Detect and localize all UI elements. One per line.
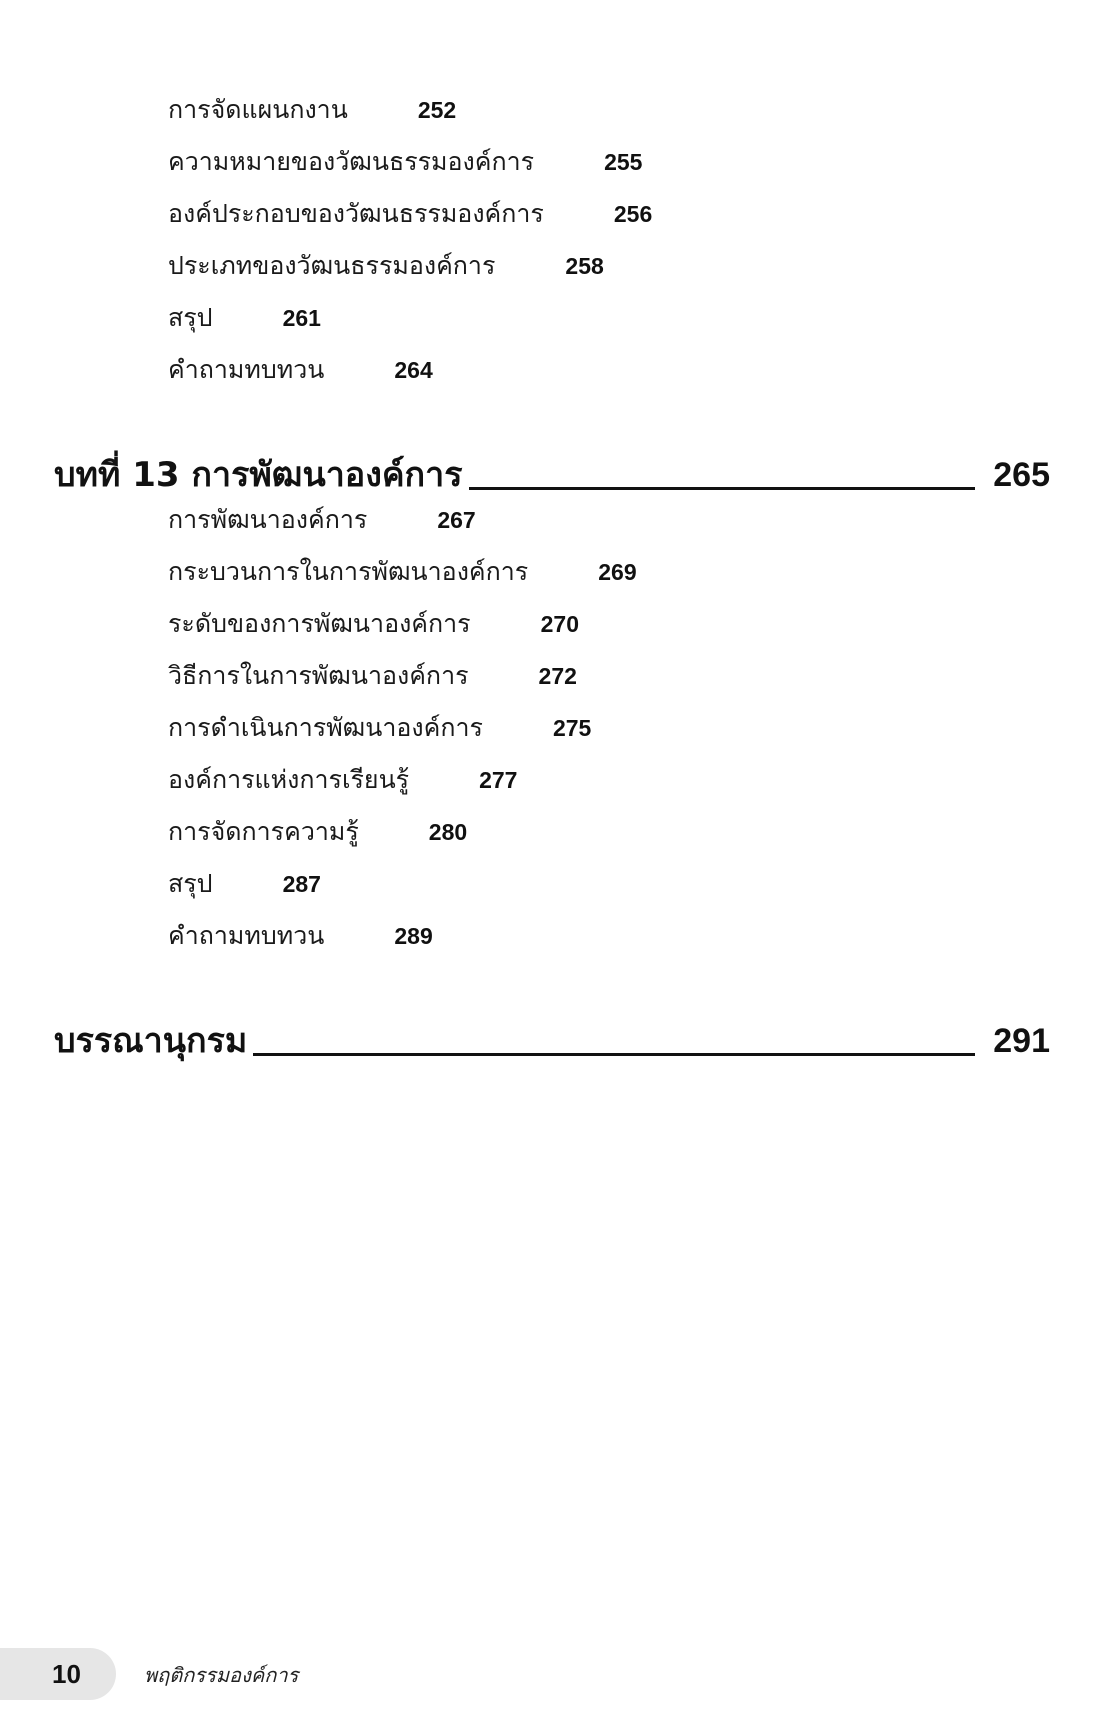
toc-entry[interactable] bbox=[168, 298, 321, 338]
toc-entry[interactable] bbox=[168, 500, 476, 540]
toc-entry-title: กระบวนการในการพัฒนาองค์การ bbox=[168, 557, 529, 586]
toc-bibliography[interactable] bbox=[54, 1006, 1050, 1062]
toc-entry[interactable] bbox=[168, 194, 652, 234]
toc-entry-page: 258 bbox=[565, 252, 604, 279]
toc-entry-title: ความหมายของวัฒนธรรมองค์การ bbox=[168, 147, 535, 176]
toc-entry[interactable] bbox=[168, 552, 637, 592]
toc-entry-title: องค์ประกอบของวัฒนธรรมองค์การ bbox=[168, 199, 544, 228]
toc-entry[interactable] bbox=[168, 656, 577, 696]
toc-entry-page: 275 bbox=[552, 714, 592, 741]
footer-page-number: 10 bbox=[52, 1659, 81, 1689]
chapter-leader-line bbox=[469, 487, 976, 490]
toc-entry[interactable] bbox=[168, 708, 591, 748]
toc-entry-page: 269 bbox=[598, 558, 637, 585]
bibliography-leader-line bbox=[253, 1053, 975, 1056]
toc-entry-title: คำถามทบทวน bbox=[168, 355, 325, 384]
toc-entry[interactable] bbox=[168, 350, 433, 390]
toc-entry[interactable] bbox=[168, 90, 456, 130]
toc-entry-page: 255 bbox=[604, 148, 643, 175]
toc-entry-title: องค์การแห่งการเรียนรู้ bbox=[168, 765, 410, 794]
chapter-page: 265 bbox=[993, 456, 1050, 494]
chapter-title: บทที่ 13 การพัฒนาองค์การ bbox=[54, 455, 463, 495]
toc-entry-page: 277 bbox=[479, 766, 518, 793]
toc-entry-page: 287 bbox=[282, 870, 321, 897]
toc-entry[interactable] bbox=[168, 246, 604, 286]
bibliography-title: บรรณานุกรม bbox=[54, 1021, 248, 1061]
toc-entry-title: การจัดการความรู้ bbox=[168, 817, 359, 846]
toc-entry[interactable] bbox=[168, 604, 579, 644]
bibliography-page: 291 bbox=[993, 1022, 1050, 1060]
toc-entry-page: 280 bbox=[428, 818, 468, 845]
toc-entry[interactable] bbox=[168, 812, 467, 852]
toc-entry[interactable] bbox=[168, 760, 517, 800]
toc-entry-page: 289 bbox=[394, 922, 433, 949]
toc-entry[interactable] bbox=[168, 916, 433, 956]
toc-entry-page: 272 bbox=[538, 662, 577, 689]
footer-book-title: พฤติกรรมองค์การ bbox=[144, 1663, 299, 1687]
toc-entry-title: สรุป bbox=[168, 869, 213, 898]
toc-entry[interactable] bbox=[168, 864, 321, 904]
toc-entry-title: ประเภทของวัฒนธรรมองค์การ bbox=[168, 251, 496, 280]
toc-entry[interactable] bbox=[168, 142, 642, 182]
toc-entry-page: 264 bbox=[394, 356, 433, 383]
toc-entry-title: คำถามทบทวน bbox=[168, 921, 325, 950]
toc-entry-page: 252 bbox=[417, 96, 457, 123]
toc-entry-title: การพัฒนาองค์การ bbox=[168, 505, 368, 534]
toc-entry-page: 270 bbox=[540, 610, 579, 637]
toc-entry-title: ระดับของการพัฒนาองค์การ bbox=[168, 609, 471, 638]
toc-entry-page: 256 bbox=[613, 200, 653, 227]
toc-entry-page: 267 bbox=[437, 506, 476, 533]
toc-entry-title: การดำเนินการพัฒนาองค์การ bbox=[168, 713, 483, 742]
toc-entry-title: การจัดแผนกงาน bbox=[168, 95, 348, 124]
toc-entry-title: วิธีการในการพัฒนาองค์การ bbox=[168, 661, 469, 690]
toc-entry-title: สรุป bbox=[168, 303, 213, 332]
toc-entry-page: 261 bbox=[282, 304, 321, 331]
toc-chapter-13[interactable] bbox=[54, 440, 1050, 496]
